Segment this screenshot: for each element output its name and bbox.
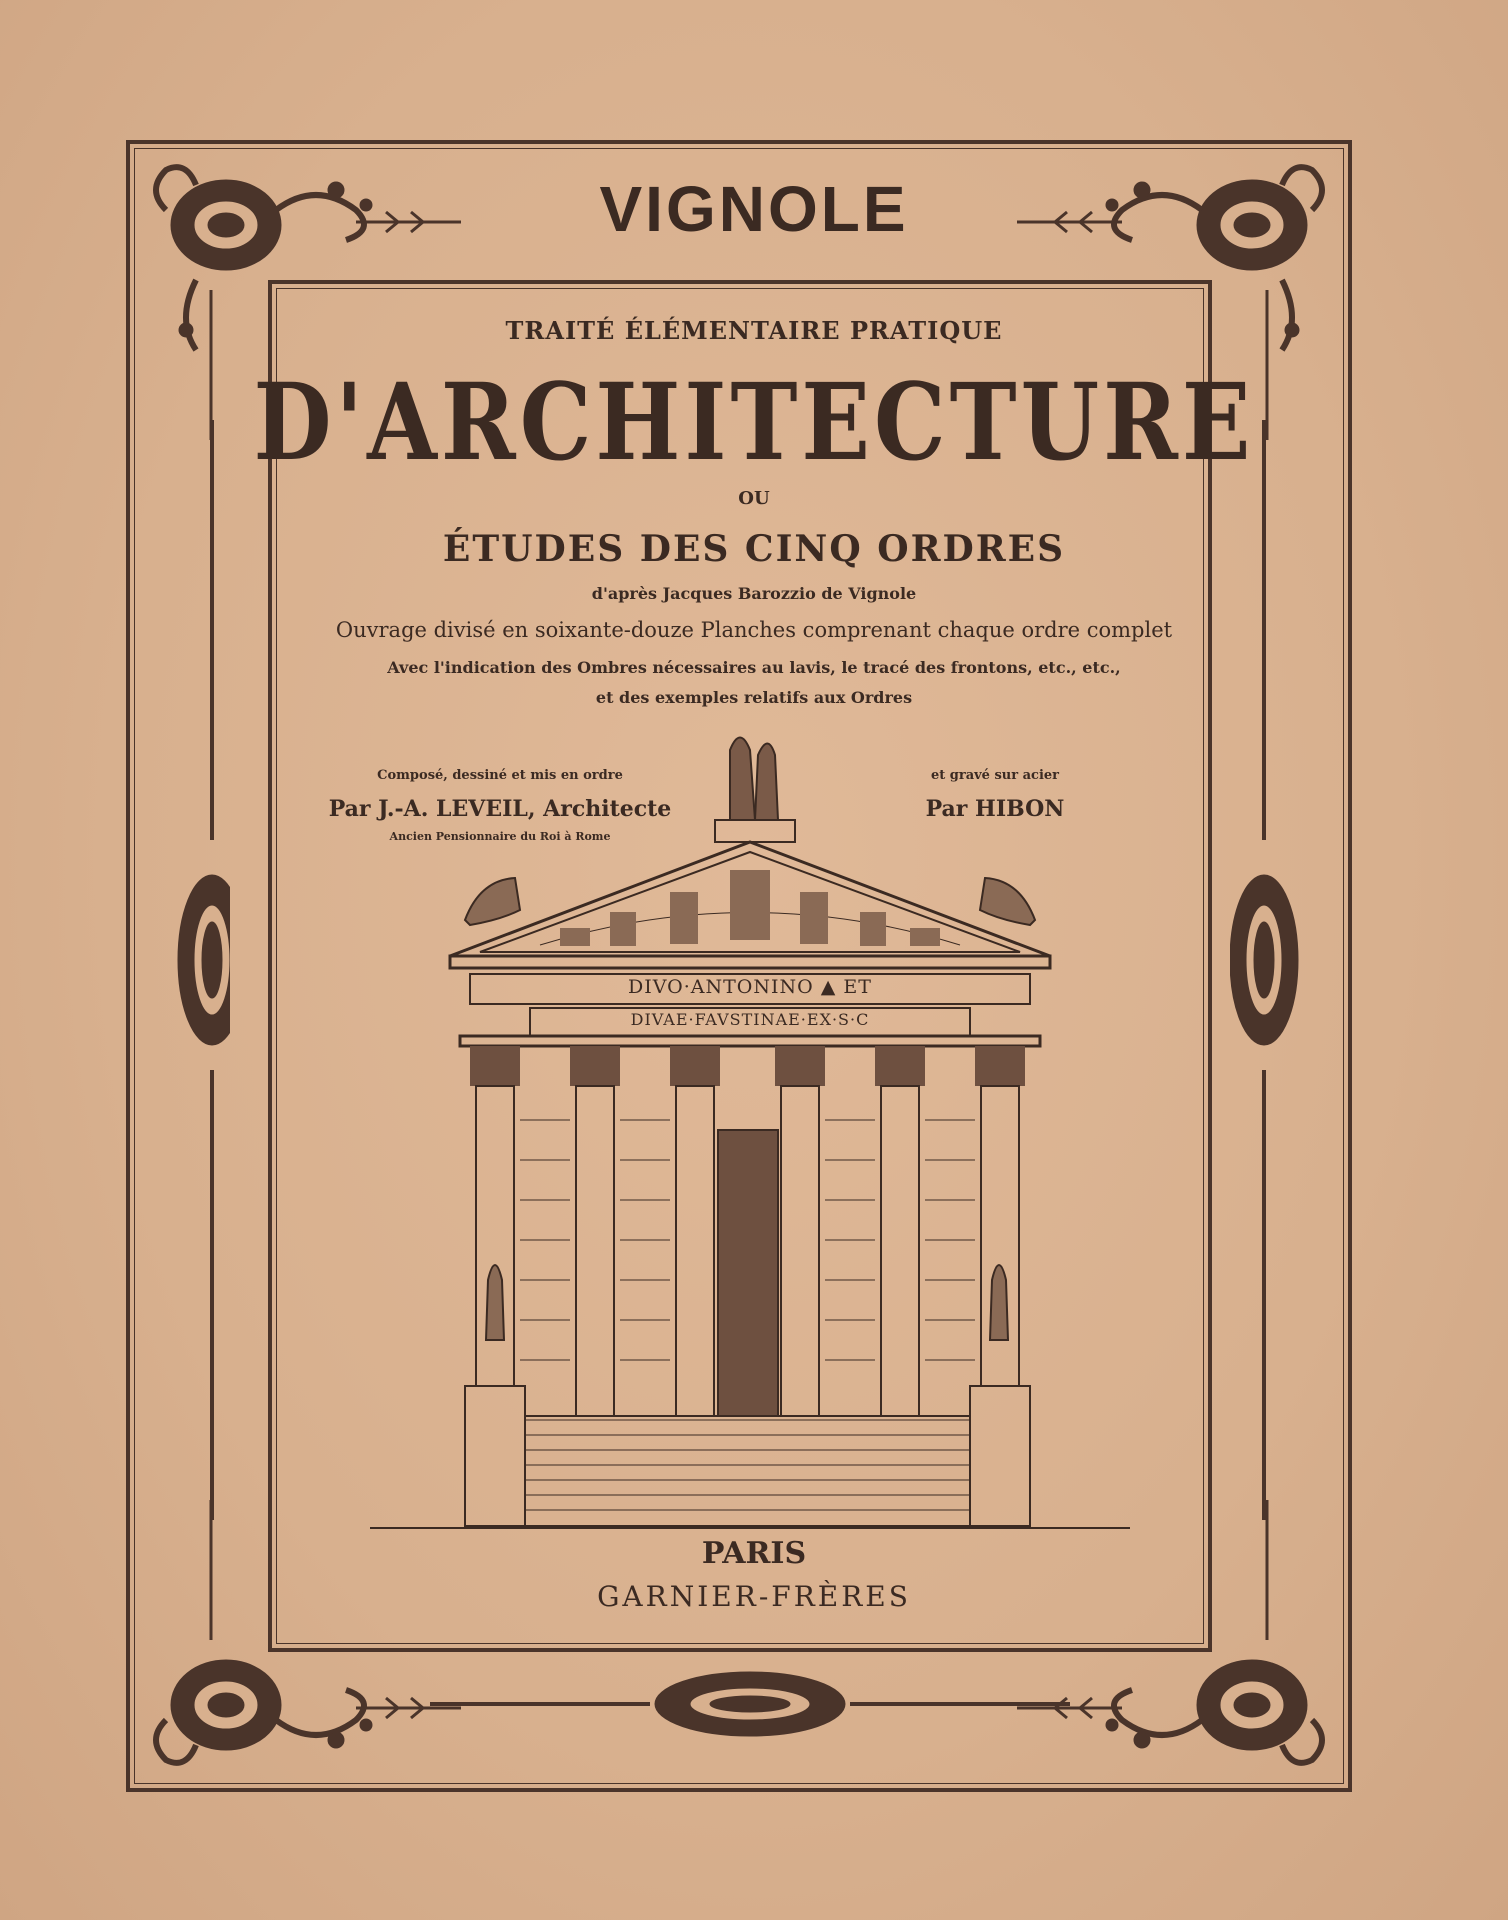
details-line-2: et des exemples relatifs aux Ordres	[595, 688, 913, 707]
description-line: Ouvrage divisé en soixante-douze Planches comprenant chaque ordre complet	[335, 618, 1173, 642]
imprint-city: PARIS	[701, 1536, 807, 1571]
credit-left-role: Composé, dessiné et mis en ordre	[377, 768, 623, 783]
top-title: VIGNOLE	[599, 173, 909, 245]
connector-text: OU	[738, 488, 770, 509]
second-title: ÉTUDES DES CINQ ORDRES	[442, 528, 1066, 570]
credit-left-name: Par J.-A. LEVEIL, Architecte	[328, 796, 672, 822]
after-author-line: d'après Jacques Barozzio de Vignole	[591, 584, 917, 603]
credit-right-name: Par HIBON	[925, 796, 1065, 822]
bottom-cartouche	[430, 1664, 1070, 1744]
imprint-publisher: GARNIER-FRÈRES	[597, 1580, 911, 1613]
temple-engraving	[370, 720, 1130, 1540]
details-line-1: Avec l'indication des Ombres nécessaires au lavis, le tracé des frontons, etc., etc.,	[387, 658, 1121, 677]
credit-left-note: Ancien Pensionnaire du Roi à Rome	[389, 830, 611, 843]
main-title: D'ARCHITECTURE	[253, 360, 1255, 486]
credit-right-role: et gravé sur acier	[930, 768, 1060, 783]
temple-inscription-line-2: DIVAE·FAVSTINAE·EX·S·C	[630, 1010, 870, 1029]
subtitle-small: TRAITÉ ÉLÉMENTAIRE PRATIQUE	[505, 316, 1003, 345]
temple-inscription-line-1: DIVO·ANTONINO ▲ ET	[628, 976, 872, 998]
